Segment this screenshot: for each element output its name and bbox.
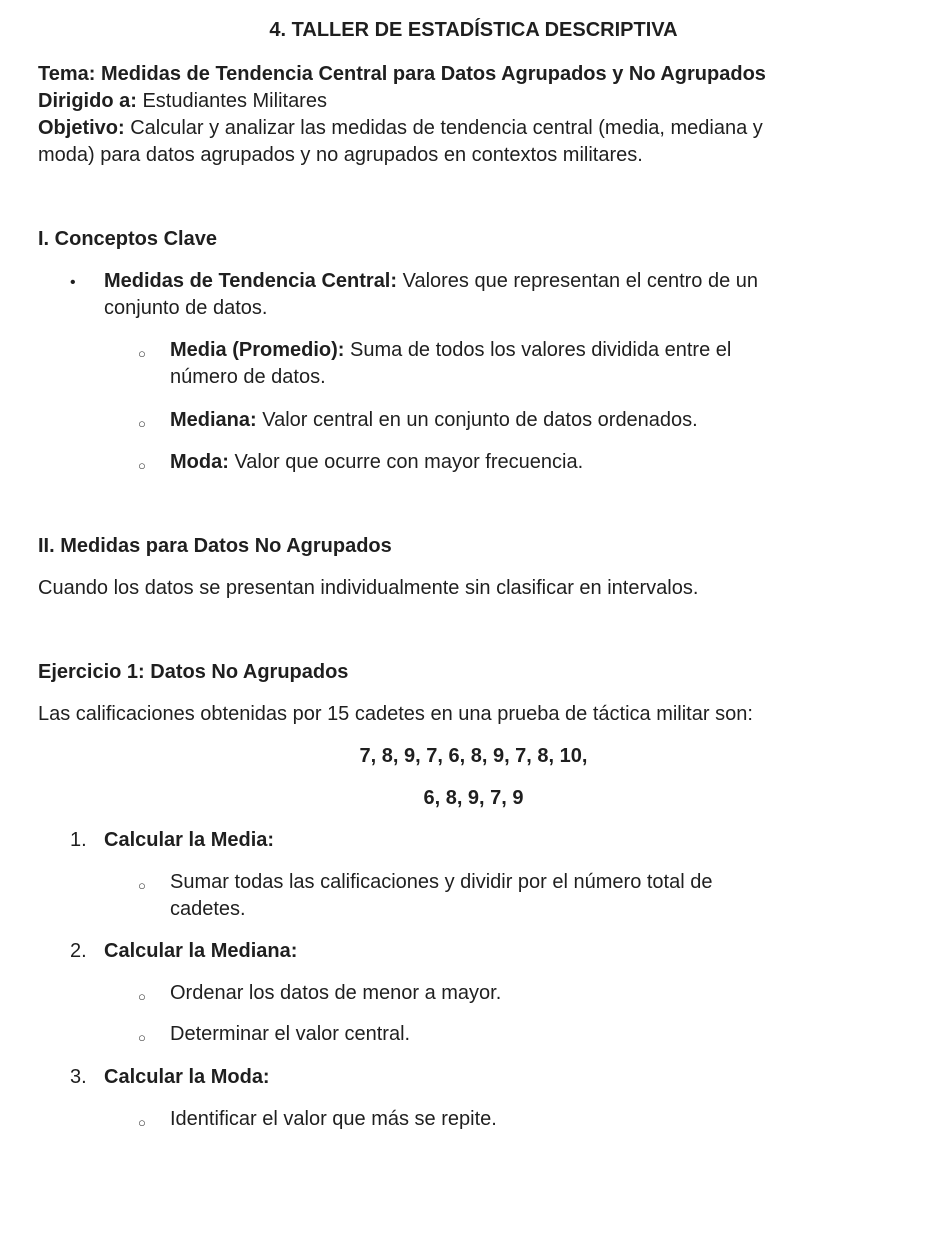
dirigido-label: Dirigido a:	[38, 90, 137, 112]
section-2-intro: Cuando los datos se presentan individualmente sin clasificar en intervalos.	[38, 577, 699, 599]
exercise-1-heading: Ejercicio 1: Datos No Agrupados	[38, 661, 349, 683]
step-1-sub-line-1: Sumar todas las calificaciones y dividir por el número total de	[170, 871, 713, 893]
sub-bullet-icon: ○	[138, 346, 146, 361]
media-line-2: número de datos.	[170, 366, 326, 388]
section-1-heading: I. Conceptos Clave	[38, 228, 217, 250]
step-2-sub-1: Ordenar los datos de menor a mayor.	[170, 982, 502, 1004]
step-1-sub-line-2: cadetes.	[170, 898, 246, 920]
objetivo-line-2: moda) para datos agrupados y no agrupados en contextos militares.	[38, 144, 643, 166]
dirigido-line	[38, 88, 327, 115]
media-text-1: Suma de todos los valores dividida entre el	[344, 339, 732, 361]
step-3-label: Calcular la Moda:	[104, 1066, 270, 1088]
media-line-1	[170, 337, 731, 364]
sub-bullet-icon: ○	[138, 989, 146, 1004]
data-line-1: 7, 8, 9, 7, 6, 8, 9, 7, 8, 10,	[359, 745, 588, 767]
step-3-number: 3.	[70, 1066, 87, 1088]
step-1-label: Calcular la Media:	[104, 829, 275, 851]
objetivo-line-1	[38, 115, 763, 142]
step-2-sub-2: Determinar el valor central.	[170, 1023, 411, 1045]
step-3-sub-1: Identificar el valor que más se repite.	[170, 1108, 497, 1130]
concept-main-text-1: Valores que representan el centro de un	[397, 270, 759, 292]
objetivo-label: Objetivo:	[38, 117, 125, 139]
data-line-2: 6, 8, 9, 7, 9	[423, 787, 524, 809]
step-1-number: 1.	[70, 829, 87, 851]
section-2-heading: II. Medidas para Datos No Agrupados	[38, 535, 392, 557]
exercise-1-intro: Las calificaciones obtenidas por 15 cadetes en una prueba de táctica militar son:	[38, 703, 753, 725]
mediana-label: Mediana:	[170, 409, 257, 431]
objetivo-text-1: Calcular y analizar las medidas de tendencia central (media, mediana y	[124, 117, 763, 139]
sub-bullet-icon: ○	[138, 1030, 146, 1045]
page-title: 4. TALLER DE ESTADÍSTICA DESCRIPTIVA	[269, 19, 678, 41]
moda-text: Valor que ocurre con mayor frecuencia.	[228, 451, 584, 473]
bullet-icon: •	[70, 274, 76, 291]
step-2-label: Calcular la Mediana:	[104, 940, 298, 962]
media-label: Media (Promedio):	[170, 339, 345, 361]
sub-bullet-icon: ○	[138, 878, 146, 893]
sub-bullet-icon: ○	[138, 416, 146, 431]
concept-main-label: Medidas de Tendencia Central:	[104, 270, 398, 292]
dirigido-value: Estudiantes Militares	[136, 90, 327, 112]
moda-label: Moda:	[170, 451, 229, 473]
step-2-number: 2.	[70, 940, 87, 962]
concept-main-line-1	[104, 268, 758, 295]
tema-line: Tema: Medidas de Tendencia Central para Datos Agrupados y No Agrupados	[38, 63, 766, 85]
moda-line	[170, 449, 583, 476]
mediana-line	[170, 407, 698, 434]
sub-bullet-icon: ○	[138, 458, 146, 473]
sub-bullet-icon: ○	[138, 1115, 146, 1130]
concept-main-line-2: conjunto de datos.	[104, 297, 268, 319]
mediana-text: Valor central en un conjunto de datos ordenados.	[256, 409, 698, 431]
